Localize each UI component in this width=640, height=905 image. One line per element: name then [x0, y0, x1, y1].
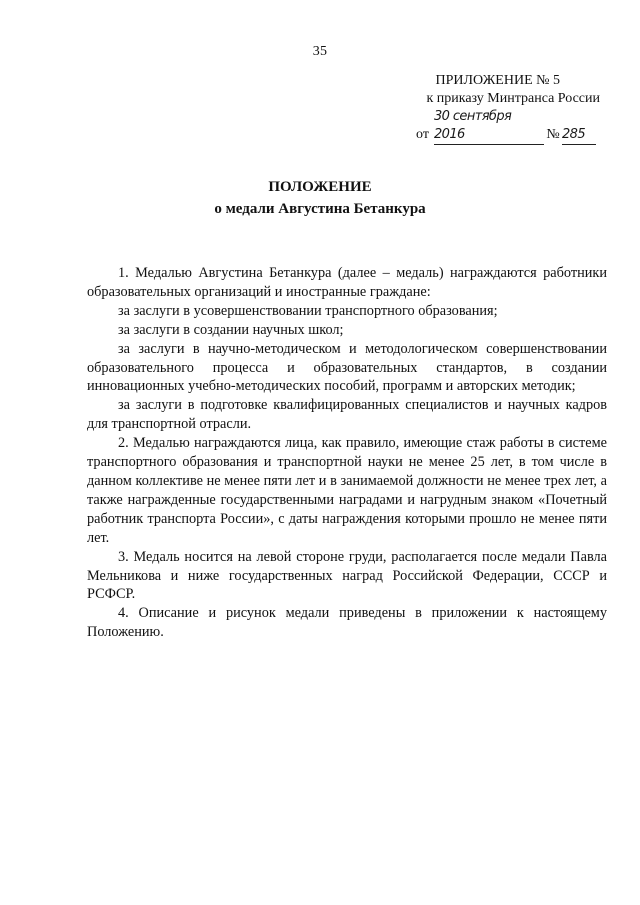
appendix-order-reference: к приказу Минтранса России: [426, 91, 600, 106]
paragraph-3: 3. Медаль носится на левой стороне груди, располагается после медали Павла Мельникова и ниже государственных наград Российской Федерации, СССР и РСФСР.: [87, 548, 607, 603]
document-title-block: [0, 176, 640, 220]
number-label: №: [546, 127, 560, 142]
paragraph-merit-methodology: за заслуги в научно-методическом и методологическом совершенствовании образовательного процесса и образовательных стандартов, в создании инновационных учебно-методических пособий, программ и авторских методик;: [87, 340, 607, 395]
page-number: 35: [312, 44, 328, 59]
appendix-header: [390, 72, 600, 145]
paragraph-1: 1. Медалью Августина Бетанкура (далее – медаль) награждаются работники образовательных организаций и иностранные граждане:: [87, 265, 607, 300]
from-label: от: [416, 127, 429, 142]
paragraph-merit-scientific-schools: за заслуги в создании научных школ;: [118, 321, 344, 338]
document-body: [87, 264, 607, 642]
paragraph-2: 2. Медалью награждаются лица, как правило, имеющие стаж работы в системе транспортного образования и транспортной науки не менее 25 лет, в том числе в данном коллективе не менее пяти лет и в занимаемой должности не менее трех лет, а также награжденные государственными наградами и нагрудным знаком «Почетный работник транспорта России», с даты награждения которыми прошло не менее пяти лет.: [87, 435, 607, 546]
handwritten-number: 285: [562, 126, 596, 145]
paragraph-merit-transport-education: за заслуги в усовершенствовании транспортного образования;: [118, 302, 498, 319]
document-title: ПОЛОЖЕНИЕ: [268, 179, 372, 195]
handwritten-date: 30 сентября 2016: [434, 108, 544, 145]
appendix-date-number-line: [416, 108, 600, 145]
document-subtitle: о медали Августина Бетанкура: [214, 201, 426, 217]
appendix-title: ПРИЛОЖЕНИЕ № 5: [435, 73, 560, 88]
paragraph-4: 4. Описание и рисунок медали приведены в приложении к настоящему Положению.: [87, 605, 607, 641]
paragraph-merit-training: за заслуги в подготовке квалифицированных специалистов и научных кадров для транспортной отрасли.: [87, 397, 607, 433]
